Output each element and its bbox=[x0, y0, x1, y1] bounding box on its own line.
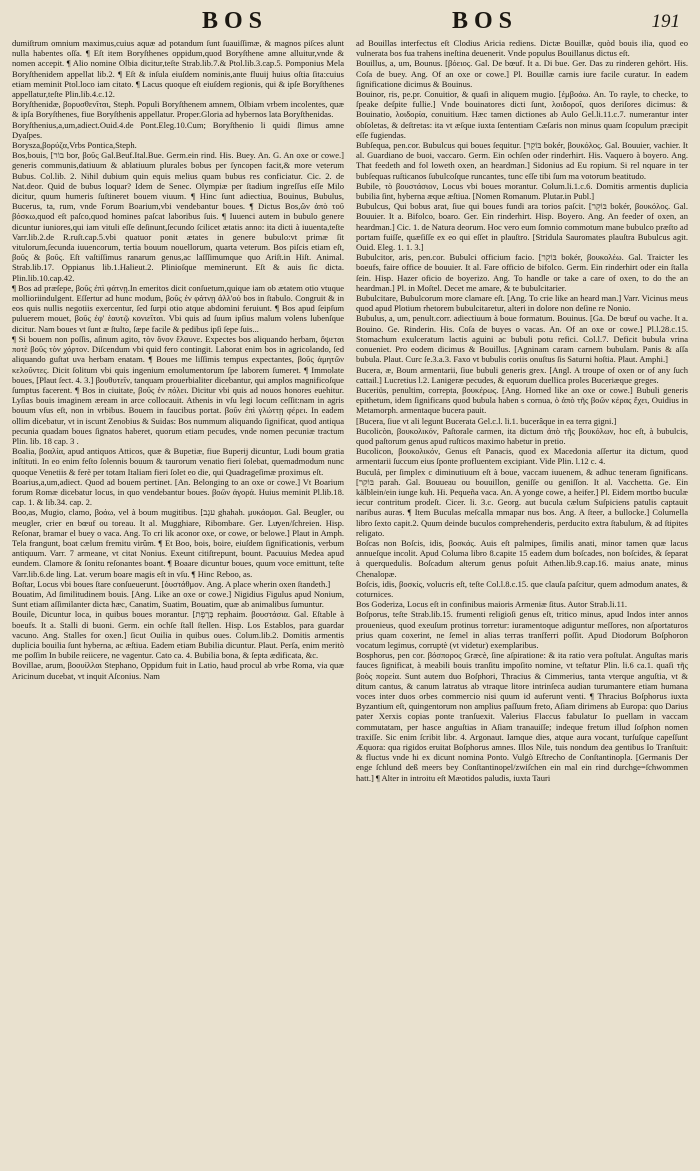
right-column bbox=[356, 38, 688, 783]
dictionary-entry: Boo,as, Mugio, clamo, βοάω, vel à boum mugitibus. [עגָב ghahah. μυκάομαι. Gal. Beugler, ou meugler, crier en bœuf ou toreau. It al. Mugghiare, Ribombare. Ger. Luͤyen/ſchreien. Hisp. Reſonar, bramar el buey o vaca. Ang. To cri lik aconor oxe, or cowe, or belowe.] Plaut in Amph. Tela frangunt, boat cælum fremitu virûm. ¶ Et Boo, bois, boire, eiuſdem ſignificationis, verbum antiquum. Varr. 7 armeane, vt citat Nonius. Exeunt citiſtrepunt, bount. Pacuuius Medea apud eundem. Clamore & ſonitu reſonantes boant. ¶ Boaare dicuntur boues, quum voce emittunt, teſte Varr.lib.6.de ling. Lat. verum boare magis eſt in vſu. ¶ Hinc Reboo, as. bbox=[12, 507, 344, 579]
page-number: 191 bbox=[651, 11, 680, 32]
dictionary-entry: Boſcas non Boſcis, idis, βοσκάς. Auis eſt palmipes, ſimilis anati, minor tamen quæ lacus annueſque incolit. Apud Columa libro 8.capite 15 eadem dum boſcades, non boſcides, & ſeparat à querquedulis. Boſcadum alterum genus poſuit Athen.lib.9.cap.16. maius anate, minus Chenalopæ. bbox=[356, 537, 688, 579]
dictionary-entry: dumiſtrum omnium maximus,cuius aquæ ad potandum ſunt ſuauiſſimæ, & magnos piſces alunt nulla habentes oſſa. ¶ Eſt item Boryſthenes oppidum,quod Boryſthene amne alluitur,vnde & nomen accepit. ¶ Alio nomine Olbia dicitur,teſte Strab.lib.7.& Ptol.lib.3.cap.5. Pomponius Mela Boryſthenidem appellat lib.2. ¶ Eſt & inſula eiuſdem nominis,ante fluuij huius oſtia ſita:cuius etiam meminit Ptol.loco iam citato. ¶ Lacus quoque eſt eiuſdem regionis, qui & ipſe Boryſthenes appellatur,teſte Plin.lib.4.c.12. bbox=[12, 38, 344, 100]
dictionary-entry: Bos,bouis, [בוֹר bor, βοῦς Gal.Beuf.Ital.Bue. Germ.ein rind. His. Buey. An. G. An oxe or cowe.] generis communis,datiuum & ablatiuum plurales bobus per ſyncopen facit,& more veterum Bubus. Col.lib. 2. Nihil dubium quin equis melius quam bubus res conficiatur. Cic. 2. de Nat.deor. Quid de bubus loquar? Idem de Senec. Olympiæ per ſtadium ingreſſus eſſe Milo dicitur, quum humeris ſuſtineret bouem viuum. ¶ Hinc ſunt adiectiua, Bouinus, Bubulus, Bucerus, ta, rum, vnde Forum Boarium,vbi vendebantur boues. ¶ Dictus Bos,ὢν ἀπὸ τοῦ βόσκω,quod eſt paſco,quod homines paſcat laboribus ſuis. ¶ Iuuenci autem in bubulo genere dicuntur iuniores,qui iam vituli eſſe deſinunt,ſecundo ſcilicet ætatis anno: ita dicti à iuuenta,teſte Varr.lib.2.de R.ruſt.cap.5.vbi quatuor ponit ætates in genere bubulo:vt primæ ſit vitulorum,ſecunda iuuencorum, tertia bouum nouellorum, quarta veterum. Bos piſcis etiam eſt, βοῦς & βοῦς. Eſt vaſtiſſimus ranarum genus,ac laſſſimumque quo Ariſt.in Hiſt. Animal. Strab.lib.17. Oppianus lib.1.Halieut.2. Plinioſque meminerunt. Eſt & auis ſic dicta. Plin.lib.10.cap.42. bbox=[12, 150, 344, 283]
dictionary-entry: Buculá, per ſimplex c diminutiuum eſt à boue, vaccam iuuenem, & adhuc teneram ſignificans. [בּוֹקֵר parah. Gal. Bouueau ou bouuillon, geniſſe ou geniſſon. It al. Vacchetta. Ge. Ein kälblein/ein iunge kuh. Hi. Pequeña vaca. An. A yonge cowe, a heifer.] Pl. Eidem mortbo buculæ iecur contritum prodeſt. Cicer. li. 3.c. Georg. aut bucula cælum Suſpiciens patulis captauit naribus auras. ¶ Item Buculas meſcalla mmapar nus bos. Ang. A ſteer, a bullocke.] Columella libro ſexto capit.2. Quum deinde buculos comprehenderis, perducito extra ſtabulum, & ad ſtipites religato. bbox=[356, 466, 688, 538]
dictionary-entry: Boryſthenidæ, βορυσθενῖται, Steph. Populi Boryſthenem amnem, Olbiam vrbem incolentes, quæ & ipſa Boryſthenes, fiue Boryſthenis appellatur. Proper.Gloria ad hybernos lata Boryſthenidas. bbox=[12, 99, 344, 120]
running-head-right: BOS bbox=[452, 8, 519, 34]
dictionary-entry: Bubile, τὸ βουστάσιον, Locus vbi boues morantur. Colum.li.1.c.6. Domitis armentis duplicia bubilia ſint, hyberna æque æſtiua. [Nomen Romanum. Plutar.in Publ.] bbox=[356, 180, 688, 202]
dictionary-entry: Bosphorus, pen cor. βόσπορος Græcè, ſine aſpiratione: & ita ratio vera poſtulat. Anguſtas maris fauces ſignificat, à meabili bouis tranſitu impoſito nomine, vt teſtatur Plin. li.6 ca.1. quaſi τῆς βοὸς πορεία. Sunt autem duo Boſphori, Thracius & Cimmerius, tanta vterque anguſtia, vt & ditum cantus, & canum latratus ab vtraque litore intrinſeca audian turumantere etiam humana voces inter duos orbes commercio nisi quum id auferunt venti. ¶ Thracius Boſphorus iuxta Byzantium eſt, quingentorum non amplius paſſuum freto, Aſiam dirimens ab Europa: quo Darius pater Xerxis copias ponte tranſuexit. Valerius Flaccus fabulatur Io puellam in vaccam commutatam, per hasce anguſtias in Aſiam tranauiſſe; indeque fretum illud ſoſphon nomen traxiſſe. Sic enim ſcribit libr. 4. Argonaut. Iamque dies, atque aura vocant, turſuſque capeſſunt Æquora: qua rigidos eruitat Boſphorus amnes. Illos Nile, tuis nondum dea gentibus Io Tranſtuit: & fluctus vnde hi ex dicunt nomina Ponto. Vulgò Eſtrecho de Conſtantinopla. [Germanis Der enge ſchlund deß meers bey Conſtantinopel/zwiſchen ein mal ein rind durchge=ſchwommen hatt.] ¶ Alter in introitu eſt Mæotidos paludis, iuxta Tauri bbox=[356, 650, 688, 783]
dictionary-entry: Buceriüs, penultim, correpta, βουκέρως. [Ang. Horned like an oxe or cowe.] Bubuli generis epithetum, idem ſignificans quod bubula haben s cornua, ὁ ἀπὸ τῆς βοῶν κέρας ἔχει, Ouidius in Metamorph. armentaque bucera pauit. bbox=[356, 384, 688, 416]
dictionary-entry: Bubulcitare, Bubulcorum more clamare eſt. [Ang. To crie like an heard man.] Varr. Vicinus meus quod apud Plotium rhetorem bubulcitaretur, alteri in dolore non deſine re Nonio. bbox=[356, 293, 688, 314]
dictionary-entry: Boſporus, teſte Strab.lib.15. frumenti religioſi genus eſt, tritico minus, apud Indos inter annos prouenieus, quod exeuſum protinus torretur: iuramentoque adiguntur meſſores, non aſportaturos prius quam coxerint, ne ſemel in alias terras tranſferri poſſit. Apud Diodorum Boſphoron vocatum legimus, corruptè (vt videtur) exemplaribus. bbox=[356, 609, 688, 650]
dictionary-entry: Bubſequa, pen.cor. Bubulcus qui boues ſequitur. [בּוֹקֵר bokér, βουκόλος. Gal. Bouuier, vachier. It al. Guardiano de buoi, vaccaro. Germ. Ein ochſen oder rinderhirt. His. Vaquero à boyero. Ang. That feedeth and fol loweth oxen, an heardman.] Sidonius ad Eu ropium. Si rel nquare in ter bubſequas ruſticanos ſubulcoſque runcantes, tunc eſſe tibi ſum ma votorum beatitudo. bbox=[356, 140, 688, 181]
dictionary-entry: Boſcis, idis, βοσκίς, volucris eſt, teſte Col.l.8.c.15. que clauſa paſcitur, quem admodum anates, & coturnices. bbox=[356, 578, 688, 599]
dictionary-entry: Boſtar, Locus vbi boues ſtare conſueuerunt. [ὀυστάθμον. Ang. A place wherin oxen ſtandeth.] bbox=[12, 578, 331, 589]
dictionary-entry: Borysza,βορύζα,Vrbs Pontica,Steph. bbox=[12, 140, 137, 151]
dictionary-entry: Bubulcitor, aris, pen.cor. Bubulci officium facio. [בּוֹקֵר bokér, βουκολέω. Gal. Traicter les boeufs, faire office de bouuier. It al. Fare officio de bifolco. Germ. Ein rinderhirt oder ein ſtalla ſein. Hisp. Hazer oficio de boyerizo. Ang. To handle or take a care of oxen, to do the an heardman.] Pl. in Moſtel. Decet me amare, & te bubulcitarier. bbox=[356, 252, 689, 293]
dictionary-entry: [Bucera, ſiue vt ali legunt Bucerata Gel.c.l. li.1. bucerâque in ea terra gigni.] bbox=[356, 415, 617, 426]
dictionary-entry: ad Bouillas interfectus eſt Clodius Aricia rediens. Dictæ Bouillæ, quòd bouis ilia, quod eo vulnerata bos fua trahens ineſtina deuenerit. Vnde populus Bouillanus dictus eſt. bbox=[356, 38, 688, 59]
dictionary-entry: ¶ Si bouem non poſſis, aſinum agito, τὸν ὄνον ἔλαυνε. Expectes bos aliquando herbam, ὄψεται ποτὲ βοῦς τὸν χόρτον. Diſcendum vbi quid fero contingit. Laborat enim bos in agricolando, ſed aliquando guſtat uva herbam enatam. ¶ Boues me liſſimis tempus expectantes, βοῦς ἀμητῶν κελοῦντες. Dicit ſolitum vbi quis ingenium emolumentorum ſpe laborem ſumeret. ¶ Immolate boues, [Plaut ſect. 4. 3.] βουθυτεῖν, tanquam prouerbialiter dicebantur, qui amplos magnificoſque ſumptus facerent. ¶ Bos in ciuitate, βοῦς ἐν πόλει. Dicitur vbi quis ad nouos honores euehitur. Lyſias bouis imaginem æream in arce collocauit. Athenis in vſu legi locum ceſſit:nam in agris bouum vſus eſt, non in vrbibus. Bouem in faucibus portat. βοῦν ἐπὶ γλώττῃ φέρει. In eadem ollim dicebatur, vt in iscunt Zenobius & Suidas: Bos nummum aliquando ſignificat, quod antiqua pecunia quadam boues ſignatos haberet, quorum etiam pecudes, vnde nomen pecuniæ tractum Plin. lib. 18 cap. 3 . bbox=[12, 333, 344, 446]
left-column bbox=[12, 38, 344, 783]
dictionary-entry: Boryſthenius,a,um,adiect.Ouid.4.de Pont.Eleg.10.Cum; Boryſthenio li quidi ſlimus amne Dyaſpes. bbox=[12, 119, 344, 140]
dictionary-entry: Bouinor, ris, pe.pr. Conuitior, & quaſi in aliquem mugio. [ἐμβοάω. An. To rayle, to checke, to ſpeake deſpite fullie.] Vnde bouinatores dicti ſunt, λοιδοροῖ, quos deriſores dicimus: & Bouinatio, λοιδορία, conuitium. Hæc tamen dictiones ab Aulo Gel.li.11.c.7. numerantur inter obſoletas, & deſtretas: ita vt æſque iuxta ſententiam Cæſaris non minus quam ſcopulum præcipit eſſe fugiendas. bbox=[356, 89, 688, 140]
dictionary-entry: Boalia, βοαλία, apud antiquos Atticos, quæ & Bupetiæ, fiue Buperij dicuntur, Ludi boum gratia inſtituti. In eo enim feſto ſolennis bouum & taurorum venatio fieri ſolebat, quemadmodum nunc quoque Venetiis & ferè per totam Italiam fieri ſolet eo die, qui Quadrageſimæ proximus eſt. bbox=[12, 446, 344, 477]
dictionary-entry: Bouatim, Ad ſimilitudinem bouis. [Ang. Like an oxe or cowe.] Nigidius Figulus apud Nonium, Sunt etiam aſſimilanter dicta hæc, Canatim, Suatim, Bouatim, quæ ab animalibus ſumuntur. bbox=[12, 588, 344, 610]
dictionary-entry: Bucera, æ, Boum armentarii, ſiue bubuli generis grex. [Angl. A troupe of oxen or of any ſuch cattail.] Lucretius l.2. Lanigeræ pecudes, & equorum duellica proles Buceriæque greges. bbox=[356, 364, 688, 385]
running-head-left: BOS bbox=[202, 8, 269, 34]
dictionary-entry: ¶ Bos ad præſepe, βοῦς ἐπὶ φάτνῃ.In emeritos dicit conſuetum,quique iam ob ætatem otio vtuque mollioriindulgent. Eſſertur ad hunc modum, βοῦς ἐν φάτνῃ ἀλλ'οὐ bos in ſtabulo. Congruit & in eos quis nullis negotiis exercentur, ſed ſurpi otio atque abdomini feruiunt. ¶ Bos apud ſeipſum puluerem mouet, βοῦς ἐφ' ἑαυτῷ κονιεῖται. Vbi quis ad ſuum ipſius malum volens lubenſque dicitur. Nam boues vt ſunt æ ſtulto, ſæpe facile & pedibus ipſi ſepe ſuis... bbox=[12, 282, 344, 334]
dictionary-entry: Bucolicòn, βουκολικόν, Paſtorale carmen, ita dictum ἀπὸ τῆς βουκόλων, hoc eſt, à bubulcis, quod paſtorum genus apud ruſticos maximo habetur in pretio. bbox=[356, 425, 688, 446]
dictionary-entry: Bouile, Dicuntur loca, in quibus boues morantur. [בָּרֶפֶת rephaim. βουστάσια. Gal. Eſtable à boeufs. It a. Stalli di buoni. Germ. ein ochſe ſtall ſtellen. Hisp. Los Establos, para guardar vacuno. Ang. Stalles for oxen.] ſicut Ouilia in quibus oues. Colum.lib.2. Domitis armentis duplicia bouilia ſunt hyberna, ac æſtiua. Eadem etiam Bubilia dicuntur. Plaut. Perſa, enim meritò me poſſim In bubile reiicere, ne vagentur. Cato ca. 4. Bubilia bona, & ſepta ædificata, &c. bbox=[12, 609, 344, 661]
dictionary-entry: Bucolicon, βουκολικόν, Genus eſt Panacis, quod ex Macedonia aſſertur ita dictum, quod armentarii ſuccum eius ſponte profluentem excipiant. Vide Plin. l.12 c. 4. bbox=[356, 446, 688, 467]
running-header bbox=[12, 8, 688, 38]
dictionary-entry: Bos Goderiza, Locus eſt in confinibus maioris Armeniæ ſitus. Autor Strab.li.11. bbox=[356, 599, 628, 610]
dictionary-entry: Bouillus, a, um, Bounus. [βόειος. Gal. De bœuf. It a. Di bue. Ger. Das zu rinderen gehört. His. Coſa de buey. Ang. Of an oxe or cowe.] Pl. Bouillæ carnis iure facile curatur. In eadem ſignificatione dicimus & Bouinus. bbox=[356, 58, 688, 89]
dictionary-entry: Bovillae, arum, βοουίλλαι Stephano, Oppidum fuit in Latio, haud procul ab vrbe Roma, via quæ Aricinum ducebat, vt inquit Aſconius. Nam bbox=[12, 660, 344, 681]
text-columns bbox=[12, 38, 688, 783]
dictionary-entry: Bubulcus, Qui bobus arat, ſiue qui boues fundi ara torios paſcit. [בּוֹקֵר bokér, βουκόλος. Gal. Bouuier. It a. Bifolco, boaro. Ger. Ein rinderhirt. Hisp. Boyero. Ang. An feeder of oxen, an heardman.] Cic. 1. de Natura deorum. Hoc vero eum ſomnio commotum mane bubulco præſto ad portam fuiſſe, quæſiſſe ex eo qui eſſet in plauſtro. [Stridula Sauromates plauſtra Bubulcus agit. Ouid. Eleg. 1. 1. 3.] bbox=[356, 201, 689, 253]
dictionary-entry: Boarius,a,um,adiect. Quod ad bouem pertinet. [An. Belonging to an oxe or cowe.] Vt Boarium forum Romæ dicebatur locus, in quo vendebantur boues. βοῶν ἀγορά. Huius meminit Pl.lib.18. cap. 1. & lib.34. cap. 2. bbox=[12, 476, 344, 508]
dictionary-entry: Bubulus, a, um, penult.corr. adiectiuum à boue formatum. Bouinus. [Ga. De bœuf ou vache. It a. Bouino. Ge. Rinderin. His. Coſa de buyes o vacas. An. Of an oxe or cowe.] Pl.l.28.c.15. Stomachum exulceratum lactis aguini ac bubuli potu refici. Col.l.7. Deficit bubula vrina conueniet. Pro eodem dicimus & Bouillus. [Agninam caram carnem bubulam. Panis & aſſa bubula. Plaut. Curc ſe.3.a.3. Faxo vt bubulis coriis onuſtus ſis Saturni hoſtia. Plaut. Amphi.] bbox=[356, 313, 688, 365]
